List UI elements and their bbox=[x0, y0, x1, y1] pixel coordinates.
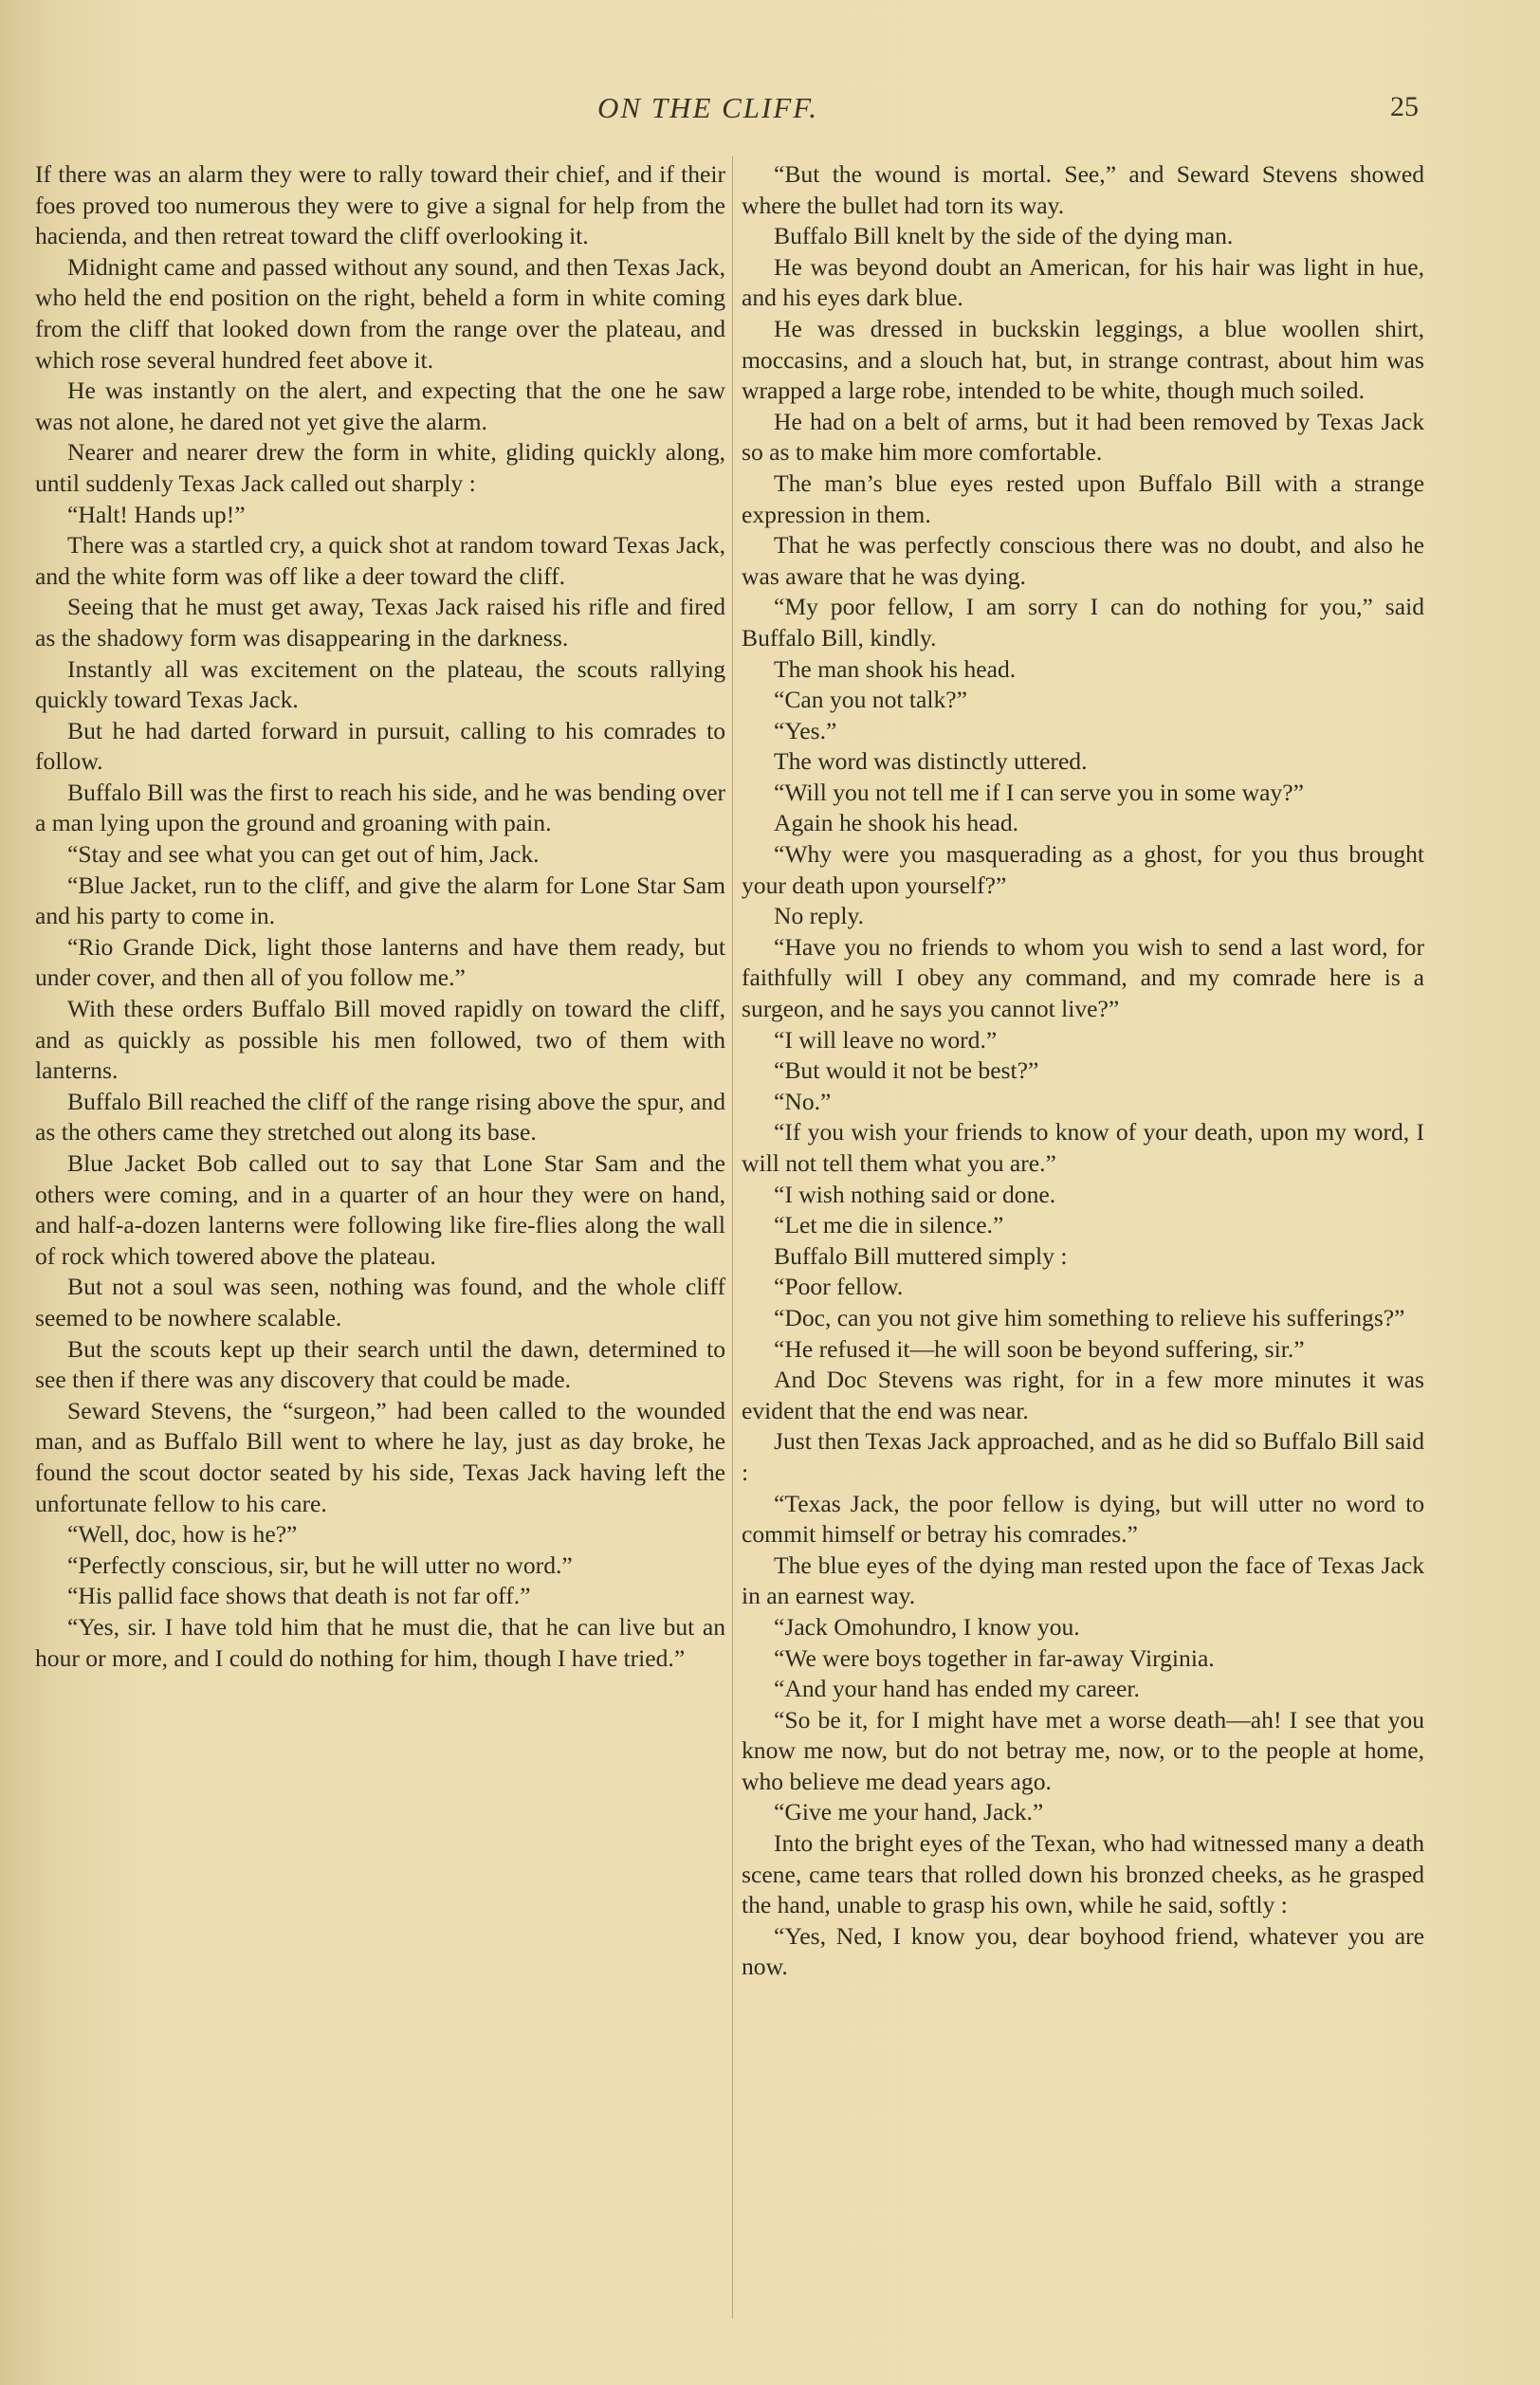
paragraph: “No.” bbox=[774, 1087, 832, 1115]
paragraph: Just then Texas Jack approached, and as he did so Buffalo Bill said : bbox=[742, 1427, 1424, 1486]
paragraph: He was beyond doubt an American, for his hair was light in hue, and his eyes dark blue. bbox=[742, 252, 1424, 312]
paragraph: “I will leave no word.” bbox=[774, 1025, 998, 1054]
running-title: ON THE CLIFF. bbox=[597, 91, 818, 124]
paragraph: “My poor fellow, I am sorry I can do nothing for you,” said Buffalo Bill, kindly. bbox=[742, 593, 1424, 651]
paragraph: “Stay and see what you can get out of him, Jack. bbox=[67, 840, 540, 869]
paragraph: “Yes, Ned, I know you, dear boyhood friend, whatever you are now. bbox=[742, 1921, 1424, 1981]
paragraph: Again he shook his head. bbox=[774, 809, 1019, 837]
paragraph: “Poor fellow. bbox=[774, 1273, 904, 1301]
page-header bbox=[0, 91, 1540, 138]
paragraph: Seeing that he must get away, Texas Jack raised his rifle and fired as the shadowy form was disappearing in the darkness. bbox=[35, 593, 725, 651]
paragraph: He had on a belt of arms, but it had been removed by Texas Jack so as to make him more comfortable. bbox=[742, 407, 1424, 467]
paragraph: Midnight came and passed without any sound, and then Texas Jack, who held the end position on the right, beheld a form in white coming from the cliff that looked down from the range over the plateau, and which rose several hundred feet above it. bbox=[35, 252, 725, 374]
paragraph: “Texas Jack, the poor fellow is dying, but will utter no word to commit himself or betray his comrades.” bbox=[742, 1489, 1424, 1549]
paragraph: “He refused it—he will soon be beyond suffering, sir.” bbox=[774, 1334, 1305, 1363]
paragraph: “And your hand has ended my career. bbox=[774, 1675, 1140, 1703]
paragraph: The blue eyes of the dying man rested upon the face of Texas Jack in an earnest way. bbox=[742, 1550, 1424, 1610]
paragraph: The word was distinctly uttered. bbox=[774, 747, 1088, 776]
paragraph: “Rio Grande Dick, light those lanterns and have them ready, but under cover, and then all of you follow me.” bbox=[35, 932, 725, 992]
paragraph: “Yes, sir. I have told him that he must die, that he can live but an hour or more, and I could do nothing for him, though I have tried.” bbox=[35, 1612, 725, 1672]
paragraph: “But the wound is mortal. See,” and Seward Stevens showed where the bullet had torn its way. bbox=[742, 160, 1424, 219]
paragraph: “I wish nothing said or done. bbox=[774, 1180, 1056, 1208]
paragraph: Buffalo Bill knelt by the side of the dying man. bbox=[774, 222, 1234, 250]
paragraph: Instantly all was excitement on the plateau, the scouts rallying quickly toward Texas Jack. bbox=[35, 654, 725, 714]
paragraph: Buffalo Bill muttered simply : bbox=[774, 1241, 1068, 1270]
paragraph: But not a soul was seen, nothing was found, and the whole cliff seemed to be nowhere scalable. bbox=[35, 1273, 725, 1331]
page-number: 25 bbox=[1390, 91, 1419, 122]
paragraph: He was instantly on the alert, and expecting that the one he saw was not alone, he dared not yet give the alarm. bbox=[35, 376, 725, 435]
paragraph: “Why were you masquerading as a ghost, for you thus brought your death upon yourself?” bbox=[742, 840, 1424, 899]
paragraph: “Give me your hand, Jack.” bbox=[774, 1798, 1044, 1826]
paragraph: Seward Stevens, the “surgeon,” had been called to the wounded man, and as Buffalo Bill went to where he lay, just as day broke, he found the scout doctor seated by his side, Texas Jack having left the unfortunate fellow to his care. bbox=[35, 1396, 725, 1517]
paragraph: “His pallid face shows that death is not far off.” bbox=[67, 1582, 531, 1610]
paragraph: “Will you not tell me if I can serve you in some way?” bbox=[774, 778, 1305, 806]
paragraph: Blue Jacket Bob called out to say that Lone Star Sam and the others were coming, and in a quarter of an hour they were on hand, and half-a-dozen lanterns were following like fire-flies along the wall of rock which towered above the plateau. bbox=[35, 1149, 725, 1270]
paragraph: “Can you not talk?” bbox=[774, 686, 967, 714]
paragraph: That he was perfectly conscious there was no doubt, and also he was aware that he was dying. bbox=[742, 531, 1424, 590]
paragraph: With these orders Buffalo Bill moved rapidly on toward the cliff, and as quickly as possible his men followed, two of them with lanterns. bbox=[35, 995, 725, 1085]
paragraph: Buffalo Bill reached the cliff of the range rising above the spur, and as the others came they stretched out along its base. bbox=[35, 1087, 725, 1147]
paragraph: “If you wish your friends to know of your death, upon my word, I will not tell them what you are.” bbox=[742, 1118, 1424, 1177]
paragraph: But the scouts kept up their search until the dawn, determined to see then if there was any discovery that could be made. bbox=[35, 1334, 725, 1394]
paragraph: If there was an alarm they were to rally toward their chief, and if their foes proved too numerous they were to give a signal for help from the hacienda, and then retreat toward the cliff overlooking it. bbox=[35, 160, 725, 250]
paragraph: “But would it not be best?” bbox=[774, 1056, 1039, 1085]
paragraph: “Halt! Hands up!” bbox=[67, 500, 246, 528]
right-column bbox=[742, 159, 1424, 1983]
paragraph: Into the bright eyes of the Texan, who had witnessed many a death scene, came tears that rolled down his bronzed cheeks, as he grasped the hand, unable to grasp his own, while he said, softly : bbox=[742, 1829, 1424, 1919]
paragraph: He was dressed in buckskin leggings, a blue woollen shirt, moccasins, and a slouch hat, but, in strange contrast, about him was wrapped a large robe, intended to be white, though much soiled. bbox=[742, 314, 1424, 405]
paragraph: No reply. bbox=[774, 902, 865, 930]
paragraph: “Have you no friends to whom you wish to send a last word, for faithfully will I obey any command, and my comrade here is a surgeon, and he says you cannot live?” bbox=[742, 932, 1424, 1023]
paragraph: “Doc, can you not give him something to relieve his sufferings?” bbox=[774, 1303, 1405, 1331]
paragraph: But he had darted forward in pursuit, calling to his comrades to follow. bbox=[35, 716, 725, 776]
paragraph: The man’s blue eyes rested upon Buffalo Bill with a strange expression in them. bbox=[742, 468, 1424, 528]
paragraph: And Doc Stevens was right, for in a few more minutes it was evident that the end was near. bbox=[742, 1366, 1424, 1424]
paragraph: Buffalo Bill was the first to reach his side, and he was bending over a man lying upon the ground and groaning with pain. bbox=[35, 778, 725, 837]
paragraph: “Yes.” bbox=[774, 716, 837, 744]
paragraph: “Jack Omohundro, I know you. bbox=[774, 1612, 1080, 1641]
paragraph: “Perfectly conscious, sir, but he will utter no word.” bbox=[67, 1550, 573, 1579]
paragraph: “So be it, for I might have met a worse death—ah! I see that you know me now, but do not betray me, now, or to the people at home, who believe me dead years ago. bbox=[742, 1705, 1424, 1795]
paragraph: Nearer and nearer drew the form in white, gliding quickly along, until suddenly Texas Jack called out sharply : bbox=[35, 438, 725, 497]
paragraph: “Blue Jacket, run to the cliff, and give the alarm for Lone Star Sam and his party to come in. bbox=[35, 871, 725, 930]
left-column bbox=[35, 159, 725, 1674]
paragraph: “Let me die in silence.” bbox=[774, 1211, 1004, 1239]
paragraph: “Well, doc, how is he?” bbox=[67, 1520, 298, 1549]
column-divider bbox=[732, 156, 733, 2319]
paragraph: There was a startled cry, a quick shot at random toward Texas Jack, and the white form was off like a deer toward the cliff. bbox=[35, 531, 725, 590]
paragraph: “We were boys together in far-away Virginia. bbox=[774, 1643, 1215, 1672]
paragraph: The man shook his head. bbox=[774, 654, 1017, 683]
